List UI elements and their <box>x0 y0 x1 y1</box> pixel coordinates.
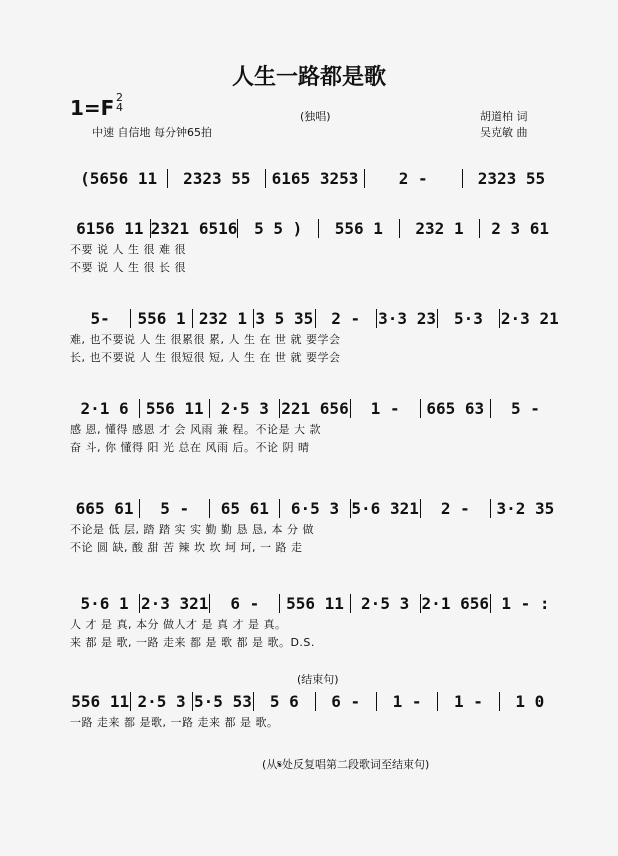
measure: 3·3 23 <box>377 309 438 328</box>
measure: 2·1 656 <box>421 593 489 613</box>
measure: 2·3 21 <box>500 308 559 328</box>
lyric-line: 不要 说 人 生 很 难 很 <box>70 243 186 256</box>
measure: 556 11 <box>140 399 210 418</box>
score-row <box>70 688 560 732</box>
key-signature: 1=F <box>70 96 115 120</box>
score-row <box>70 590 560 652</box>
measure: 5·6 321 <box>351 498 419 518</box>
lyric-line: 人 才 是 真, 本分 做人才 是 真 才 是 真。 <box>70 618 287 631</box>
measure: 665 61 <box>70 499 140 518</box>
measure: 232 1 <box>193 309 254 328</box>
measure: 1 - <box>377 692 438 711</box>
measure: 3 5 35 <box>254 309 315 328</box>
performance-mode: (独唱) <box>300 110 331 123</box>
lyric-line: 一路 走来 都 是歌, 一路 走来 都 是 歌。 <box>70 716 279 729</box>
lyricist-credit: 胡道柏 词 <box>480 110 528 123</box>
composer-credit: 吴克敏 曲 <box>480 126 528 139</box>
note-line <box>70 395 560 421</box>
measure: 2323 55 <box>477 168 546 188</box>
measure: 65 61 <box>210 499 280 518</box>
measure: 5 6 <box>254 692 315 711</box>
measure: 2·1 6 <box>70 399 140 418</box>
measure: 1 - <box>438 692 499 711</box>
note-line <box>70 165 560 191</box>
repeat-footnote: (从𝄋处反复唱第二段歌词至结束句) <box>262 758 430 771</box>
measure: 5·6 1 <box>70 594 140 613</box>
measure: 2 3 61 <box>491 218 550 238</box>
meter-top: 2 <box>116 91 123 104</box>
measure: 1 - : <box>501 593 550 613</box>
measure: 556 1 <box>131 309 192 328</box>
measure: 6·5 3 <box>280 499 350 518</box>
lyric-line: 不要 说 人 生 很 长 很 <box>70 261 186 274</box>
measure: 232 1 <box>400 219 481 238</box>
measure: 5 - <box>140 499 210 518</box>
score-row <box>70 305 560 367</box>
measure: 2 - <box>365 169 463 188</box>
note-line <box>70 305 560 331</box>
measure: 6165 3253 <box>266 169 364 188</box>
meter-bottom: 4 <box>116 101 123 114</box>
lyric-line: 奋 斗, 你 懂得 阳 光 总在 风雨 后。不论 阴 晴 <box>70 441 310 454</box>
measure: 2323 55 <box>168 169 266 188</box>
note-line <box>70 590 560 616</box>
coda-label: (结束句) <box>297 673 339 686</box>
measure: 665 63 <box>421 399 491 418</box>
measure: 2·5 3 <box>131 692 192 711</box>
measure: 5·5 53 <box>193 692 254 711</box>
measure: (5656 11 <box>70 169 168 188</box>
measure: 5- <box>70 309 131 328</box>
score-row <box>70 395 560 457</box>
song-title: 人生一路都是歌 <box>231 65 386 90</box>
measure: 2·5 3 <box>351 594 421 613</box>
score-row <box>70 215 560 277</box>
measure: 556 1 <box>319 219 400 238</box>
note-line <box>70 495 560 521</box>
measure: 556 11 <box>280 594 350 613</box>
lyric-line: 不论 圆 缺, 酸 甜 苦 辣 坎 坎 坷 坷, 一 路 走 <box>70 541 303 554</box>
measure: 556 11 <box>70 692 131 711</box>
measure: 6156 11 <box>70 219 151 238</box>
note-line <box>70 688 560 714</box>
score-row <box>70 495 560 557</box>
lyric-line: 不论是 低 层, 踏 踏 实 实 勤 勤 恳 恳, 本 分 做 <box>70 523 314 536</box>
measure: 3·2 35 <box>496 498 555 518</box>
measure: 221 656 <box>281 398 349 418</box>
lyric-line: 难, 也不要说 人 生 很累很 累, 人 生 在 世 就 要学会 <box>70 333 341 346</box>
measure: 2 - <box>316 309 377 328</box>
measure: 6 - <box>210 594 280 613</box>
measure: 6 - <box>316 692 377 711</box>
measure: 1 - <box>351 399 421 418</box>
lyric-line: 感 恩, 懂得 感恩 才 会 风雨 兼 程。不论是 大 款 <box>70 423 321 436</box>
score-row <box>70 165 560 191</box>
measure: 2·5 3 <box>210 399 280 418</box>
measure: 2321 6516 <box>150 218 238 238</box>
tempo-marking: 中速 自信地 每分钟65拍 <box>92 126 212 139</box>
note-line <box>70 215 560 241</box>
measure: 5 - <box>510 398 540 418</box>
time-signature <box>116 93 123 113</box>
measure: 5 5 ) <box>238 219 319 238</box>
lyric-line: 长, 也不要说 人 生 很短很 短, 人 生 在 世 就 要学会 <box>70 351 341 364</box>
measure: 2 - <box>421 499 491 518</box>
measure: 2·3 321 <box>140 593 209 613</box>
measure: 1 0 <box>515 691 545 711</box>
lyric-line: 来 都 是 歌, 一路 走来 都 是 歌 都 是 歌。D.S. <box>70 636 315 649</box>
measure: 5·3 <box>438 309 499 328</box>
